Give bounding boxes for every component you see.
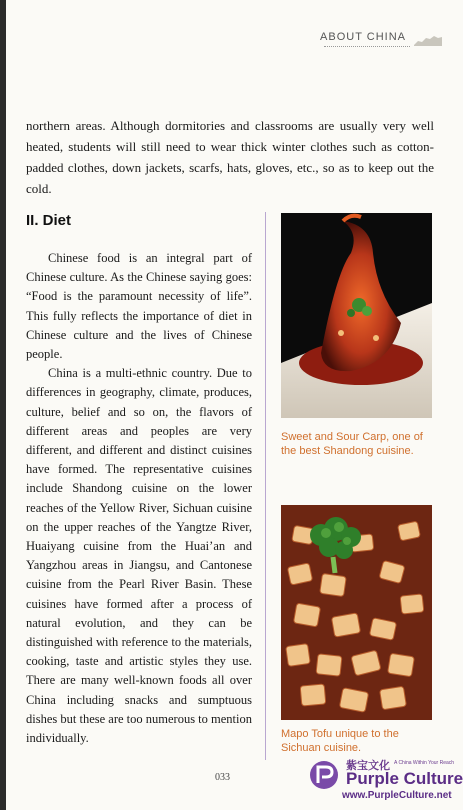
- photo-mapo-tofu: [281, 505, 432, 720]
- watermark-url: www.PurpleCulture.net: [342, 790, 452, 801]
- intro-paragraph: northern areas. Although dormitories and classrooms are usually very well heated, students will still need to wear thick winter clothes such as cotton-padded clothes, down jackets, scarfs, hats, gloves, etc., so as to keep out the cold.: [26, 118, 434, 196]
- body-paragraph: Chinese food is an integral part of Chinese culture. As the Chinese saying goes: “Food is the paramount necessity of life”. This fully reflects the importance of diet in Chinese culture and the lives of Chinese people.: [26, 251, 252, 362]
- watermark-brand: Purple Culture: [346, 769, 463, 788]
- purple-culture-watermark: [306, 757, 463, 810]
- section-heading: II. Diet: [26, 212, 72, 229]
- body-paragraph: China is a multi-ethnic country. Due to differences in geography, climate, produces, culture, belief and so on, the flavors of different areas and peoples are very different, and different and distinct cuisines have formed. The representative cuisines include Shandong cuisine on the lower reaches of the Yellow River, Sichuan cuisine on the upper reaches of the Yangtze River, Huaiyang cuisine from the Huai’an and Yangzhou areas in Jiangsu, and Cantonese cuisine from the Pearl River Basin. These cuisines have formed after a process of natural evolution, and they can be distinguished with reference to the materials, cooking, taste and artistic styles they use. There are many well-known foods all over China including snacks and sumptuous dishes but these are too numerous to mention individually.: [26, 366, 253, 746]
- purple-culture-logo-icon: [308, 759, 340, 791]
- watermark-chinese-text: 紫宝文化: [346, 759, 390, 772]
- watermark-tagline: A China Within Your Reach: [394, 760, 455, 766]
- diet-body: [26, 249, 252, 748]
- photo-sweet-sour-carp: [281, 213, 432, 418]
- great-wall-ornament-icon: [414, 34, 442, 46]
- photo-caption: Mapo Tofu unique to the Sichuan cuisine.: [281, 728, 399, 754]
- column-divider: [265, 212, 266, 760]
- running-header: ABOUT CHINA: [320, 31, 406, 43]
- header-rule: [324, 46, 410, 47]
- photo-caption: Sweet and Sour Carp, one of the best Shandong cuisine.: [281, 431, 423, 457]
- page-edge-bar: [0, 0, 6, 810]
- page-number: 033: [215, 772, 230, 783]
